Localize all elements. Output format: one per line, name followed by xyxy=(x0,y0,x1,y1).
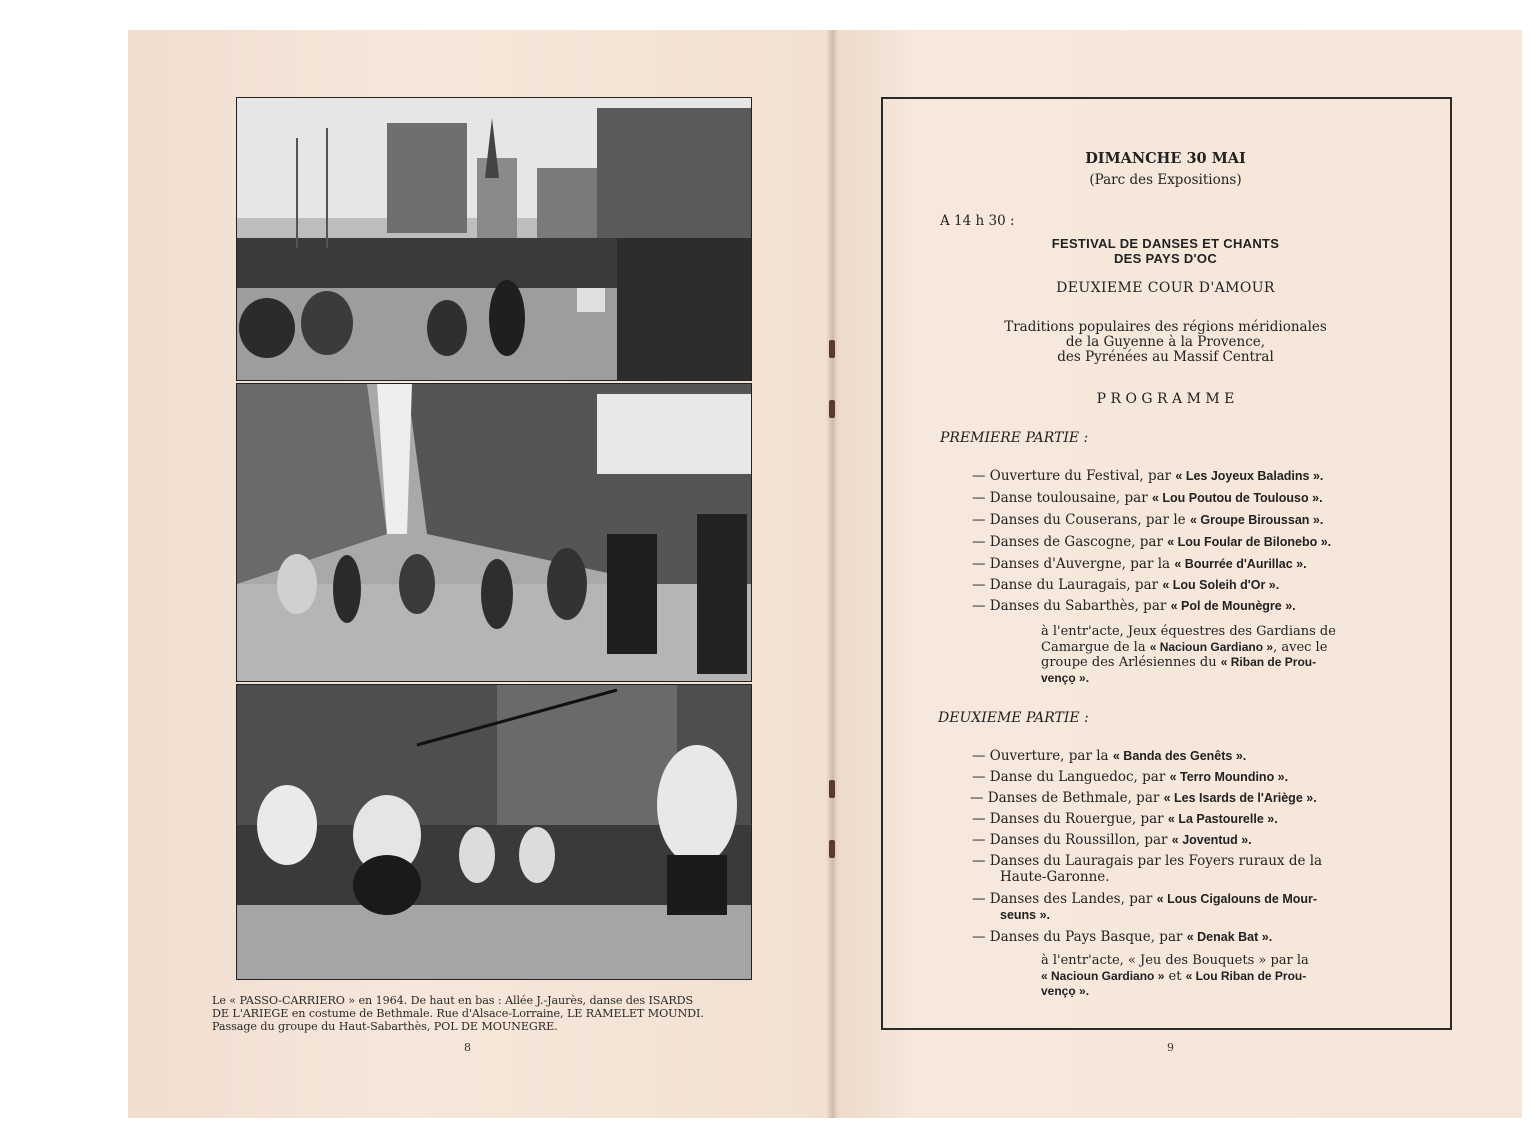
caption-line: Le « PASSO-CARRIERO » en 1964. De haut en bas : Allée J.-Jaurès, danse des ISARDS xyxy=(212,994,694,1007)
part2-item-continued: seuns ». xyxy=(1000,908,1051,922)
staple xyxy=(829,840,835,858)
staple xyxy=(829,780,835,798)
programme-heading: P R O G R A M M E xyxy=(1096,391,1235,407)
part2-item-continued: Haute-Garonne. xyxy=(1000,869,1110,885)
part1-item: — Danse toulousaine, par « Lou Poutou de Toulouso ». xyxy=(972,490,1323,506)
part2-item: — Danses du Roussillon, par « Joventud ». xyxy=(972,832,1252,848)
part2-item: — Danses de Bethmale, par « Les Isards de l'Ariège ». xyxy=(970,790,1317,806)
start-time: A 14 h 30 : xyxy=(940,213,1015,229)
part1-title: PREMIERE PARTIE : xyxy=(940,430,1089,446)
traditions-line: Traditions populaires des régions méridionales xyxy=(1004,319,1327,335)
part2-item: — Danse du Languedoc, par « Terro Moundino ». xyxy=(972,769,1289,785)
part2-item: — Danses du Lauragais par les Foyers ruraux de la xyxy=(972,853,1323,869)
location: (Parc des Expositions) xyxy=(1089,172,1242,188)
date-title: DIMANCHE 30 MAI xyxy=(1085,150,1246,167)
caption-line: Passage du groupe du Haut-Sabarthès, POL DE MOUNEGRE. xyxy=(212,1020,558,1033)
part2-item: — Danses du Pays Basque, par « Denak Bat ». xyxy=(972,929,1273,945)
part2-item: — Ouverture, par la « Banda des Genêts ». xyxy=(972,748,1247,764)
photo-caption xyxy=(212,994,784,1033)
staple xyxy=(829,400,835,418)
part1-entracte-note: à l'entr'acte, Jeux équestres des Gardians de Camargue de la « Nacioun Gardiano », avec le groupe des Arlésiennes du « Riban de Prou- vençọ ». xyxy=(1041,624,1336,685)
part1-item: — Danses de Gascogne, par « Lou Foular de Bilonebo ». xyxy=(972,534,1332,550)
caption-line: DE L'ARIEGE en costume de Bethmale. Rue d'Alsace-Lorraine, LE RAMELET MOUNDI. xyxy=(212,1007,704,1020)
cour-amour-title: DEUXIEME COUR D'AMOUR xyxy=(1056,280,1275,296)
traditions-line: des Pyrénées au Massif Central xyxy=(1057,349,1274,365)
part2-entracte-note: à l'entr'acte, « Jeu des Bouquets » par la « Nacioun Gardiano » et « Lou Riban de Prou- vençọ ». xyxy=(1041,953,1309,998)
part2-item: — Danses du Rouergue, par « La Pastourelle ». xyxy=(972,811,1278,827)
photo-allee-jaures xyxy=(236,97,752,381)
page-number-right: 9 xyxy=(1167,1041,1174,1054)
part1-item: — Ouverture du Festival, par « Les Joyeux Baladins ». xyxy=(972,468,1324,484)
part1-item: — Danse du Lauragais, par « Lou Soleih d'Or ». xyxy=(972,577,1280,593)
festival-title-line1: FESTIVAL DE DANSES ET CHANTS xyxy=(1051,236,1280,251)
part1-item: — Danses d'Auvergne, par la « Bourrée d'Aurillac ». xyxy=(972,556,1307,572)
traditions-line: de la Guyenne à la Provence, xyxy=(1065,334,1266,350)
staple xyxy=(829,340,835,358)
part1-item: — Danses du Sabarthès, par « Pol de Mounègre ». xyxy=(972,598,1296,614)
part2-title: DEUXIEME PARTIE : xyxy=(938,710,1089,726)
booklet-fold xyxy=(826,30,838,1118)
page-number-left: 8 xyxy=(464,1041,471,1054)
festival-title-line2: DES PAYS D'OC xyxy=(1113,251,1218,266)
part2-item: — Danses des Landes, par « Lous Cigalouns de Mour- xyxy=(972,891,1318,907)
part1-item: — Danses du Couserans, par le « Groupe Biroussan ». xyxy=(972,512,1324,528)
photo-pol-de-mounegre xyxy=(236,684,752,980)
photo-rue-alsace-lorraine xyxy=(236,383,752,682)
